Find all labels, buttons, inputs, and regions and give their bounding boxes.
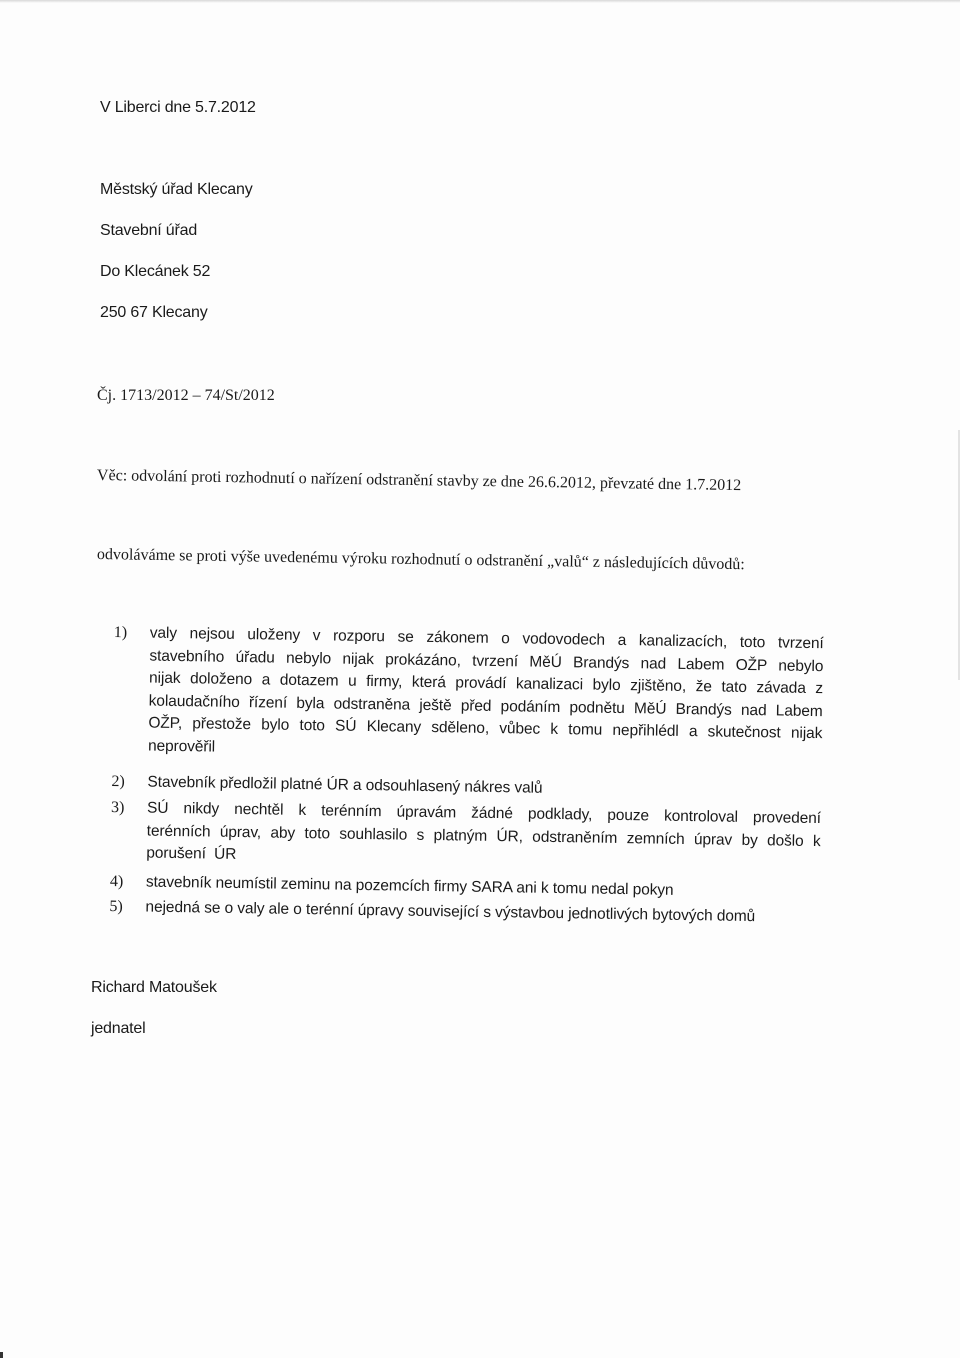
subject-line: Věc: odvolání proti rozhodnutí o nařízení odstranění stavby ze dne 26.6.2012, převzaté dne 1.7.2012 [96, 467, 742, 495]
list-item-number: 2) [111, 772, 125, 791]
list-item-text: nejedná se o valy ale o terénní úpravy související s výstavbou jednotlivých bytových domů [145, 898, 756, 926]
recipient-street: Do Klecánek 52 [100, 263, 211, 280]
reference-number: Čj. 1713/2012 – 74/St/2012 [97, 387, 275, 404]
place-date: V Liberci dne 5.7.2012 [100, 99, 256, 116]
list-item-number: 1) [113, 623, 128, 642]
list-item-text: valy nejsou uloženy v rozporu se zákonem o vodovodech a kanalizacích, toto tvrzení stavebního úřadu nebylo nijak prokázáno, tvrzení MěÚ Brandýs nad Labem OŽP nebylo nijak doloženo a dotazem u firmy, která provádí kanalizaci bylo zjištěno, že tato závada z kolaudačního řízení byla odstraněna ještě před podáním podnětu MěÚ Brandýs nad Labem OŽP, přestože bylo toto SÚ Klecany sděleno, vůbec k tomu nepřihlédl a skutečnost nijak neprověřil [147, 624, 824, 756]
recipient-city: 250 67 Klecany [100, 304, 208, 321]
list-item-number: 4) [109, 872, 124, 891]
list-item-text: stavebník neumístil zeminu na pozemcích firmy SARA ani k tomu nedal pokyn [145, 873, 674, 899]
list-item-text: Stavebník předložil platné ÚR a odsouhlasený nákres valů [147, 773, 543, 797]
list-item-number: 5) [109, 897, 123, 916]
signatory-name: Richard Matoušek [91, 979, 217, 996]
signatory-role: jednatel [91, 1020, 146, 1037]
recipient-department: Stavební úřad [100, 222, 198, 239]
list-item-number: 3) [110, 798, 125, 817]
list-item [112, 622, 824, 768]
intro-paragraph: odvoláváme se proti výše uvedenému výroku rozhodnutí o odstranění „valů“ z následujících důvodů: [96, 546, 745, 574]
list-item-text: SÚ nikdy nechtěl k terénním úpravám žádné podklady, pouze kontroloval provedení terénních úprav, aby toto souhlasilo s platným ÚR, odstraněním zemních úprav by došlo k porušení ÚR [146, 799, 822, 863]
list-item [110, 797, 821, 876]
recipient-office: Městský úřad Klecany [100, 181, 253, 198]
